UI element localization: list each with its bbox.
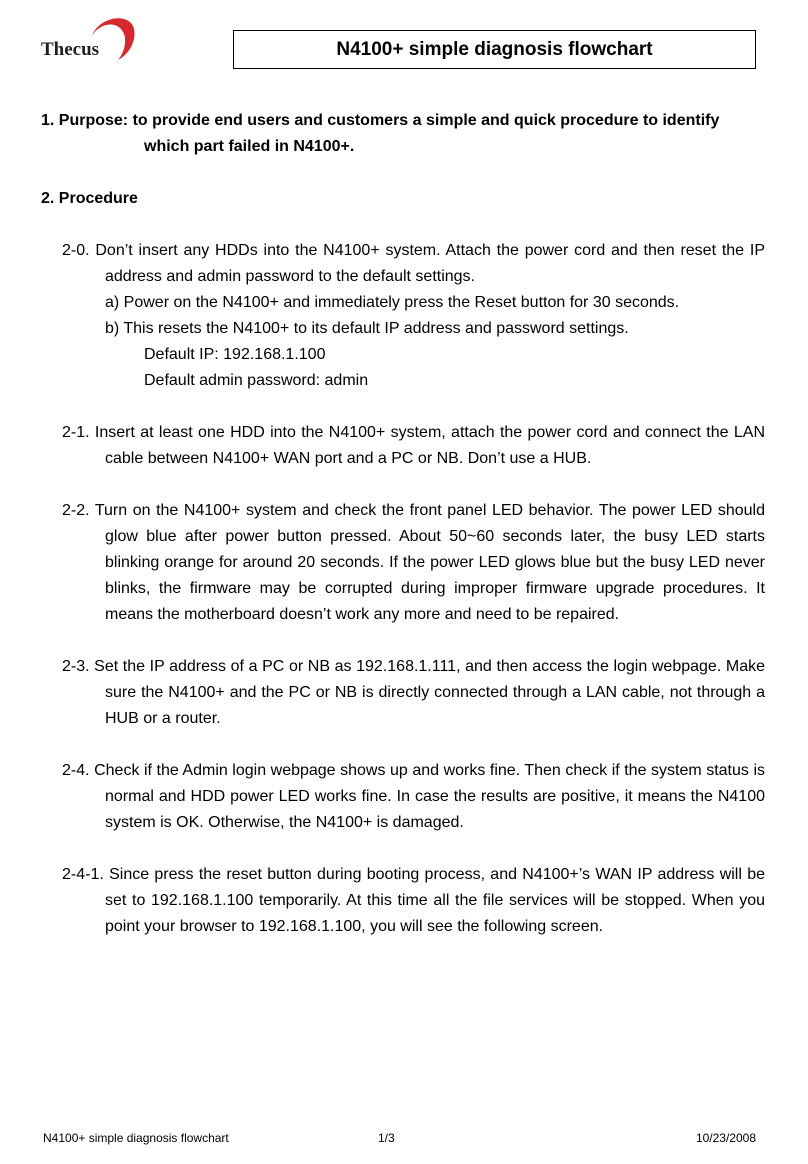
thecus-logo <box>40 14 140 74</box>
step-2-4: 2-4. Check if the Admin login webpage shows up and works fine. Then check if the system status is normal and HDD power LED works fine. In case the results are positive, it means the N4100 system is OK. Otherwise, the N4100+ is damaged. <box>62 762 765 831</box>
step-2-1: 2-1. Insert at least one HDD into the N4100+ system, attach the power cord and connect the LAN cable between N4100+ WAN port and a PC or NB. Don’t use a HUB. <box>62 424 765 467</box>
document-title: N4100+ simple diagnosis flowchart <box>233 30 756 69</box>
purpose-paragraph <box>41 108 765 160</box>
default-ip: Default IP: 192.168.1.100 <box>144 346 326 363</box>
document-body <box>41 108 765 940</box>
step-2-3: 2-3. Set the IP address of a PC or NB as 192.168.1.111, and then access the login webpage. Make sure the N4100+ and the PC or NB is directly connected through a LAN cable, not through a HUB or a router. <box>62 658 765 727</box>
purpose-line-2: which part failed in N4100+. <box>144 138 355 155</box>
footer-date: 10/23/2008 <box>695 1131 756 1145</box>
step-2-2: 2-2. Turn on the N4100+ system and check the front panel LED behavior. The power LED should glow blue after power button pressed. About 50~60 seconds later, the busy LED starts blinking orange for around 20 seconds. If the power LED glows blue but the busy LED never blinks, the firmware may be corrupted during improper firmware upgrade procedures. It means the motherboard doesn’t work any more and need to be repaired. <box>62 502 765 623</box>
default-password: Default admin password: admin <box>144 372 369 389</box>
procedure-heading: 2. Procedure <box>41 190 138 207</box>
footer-page-number: 1/3 <box>378 1131 395 1145</box>
footer-document-name: N4100+ simple diagnosis flowchart <box>43 1131 229 1145</box>
purpose-line-1: 1. Purpose: to provide end users and customers a simple and quick procedure to identify <box>41 112 720 129</box>
step-2-0-item-b: b) This resets the N4100+ to its default IP address and password settings. <box>105 320 629 337</box>
step-2-0-item-a: a) Power on the N4100+ and immediately press the Reset button for 30 seconds. <box>105 294 680 311</box>
step-2-4-1: 2-4-1. Since press the reset button during booting process, and N4100+’s WAN IP address will be set to 192.168.1.100 temporarily. At this time all the file services will be stopped. When you point your browser to 192.168.1.100, you will see the following screen. <box>62 866 765 935</box>
logo-text: Thecus <box>41 39 100 60</box>
step-2-0: 2-0. Don’t insert any HDDs into the N4100+ system. Attach the power cord and then reset the IP address and admin password to the default settings. <box>62 242 765 285</box>
